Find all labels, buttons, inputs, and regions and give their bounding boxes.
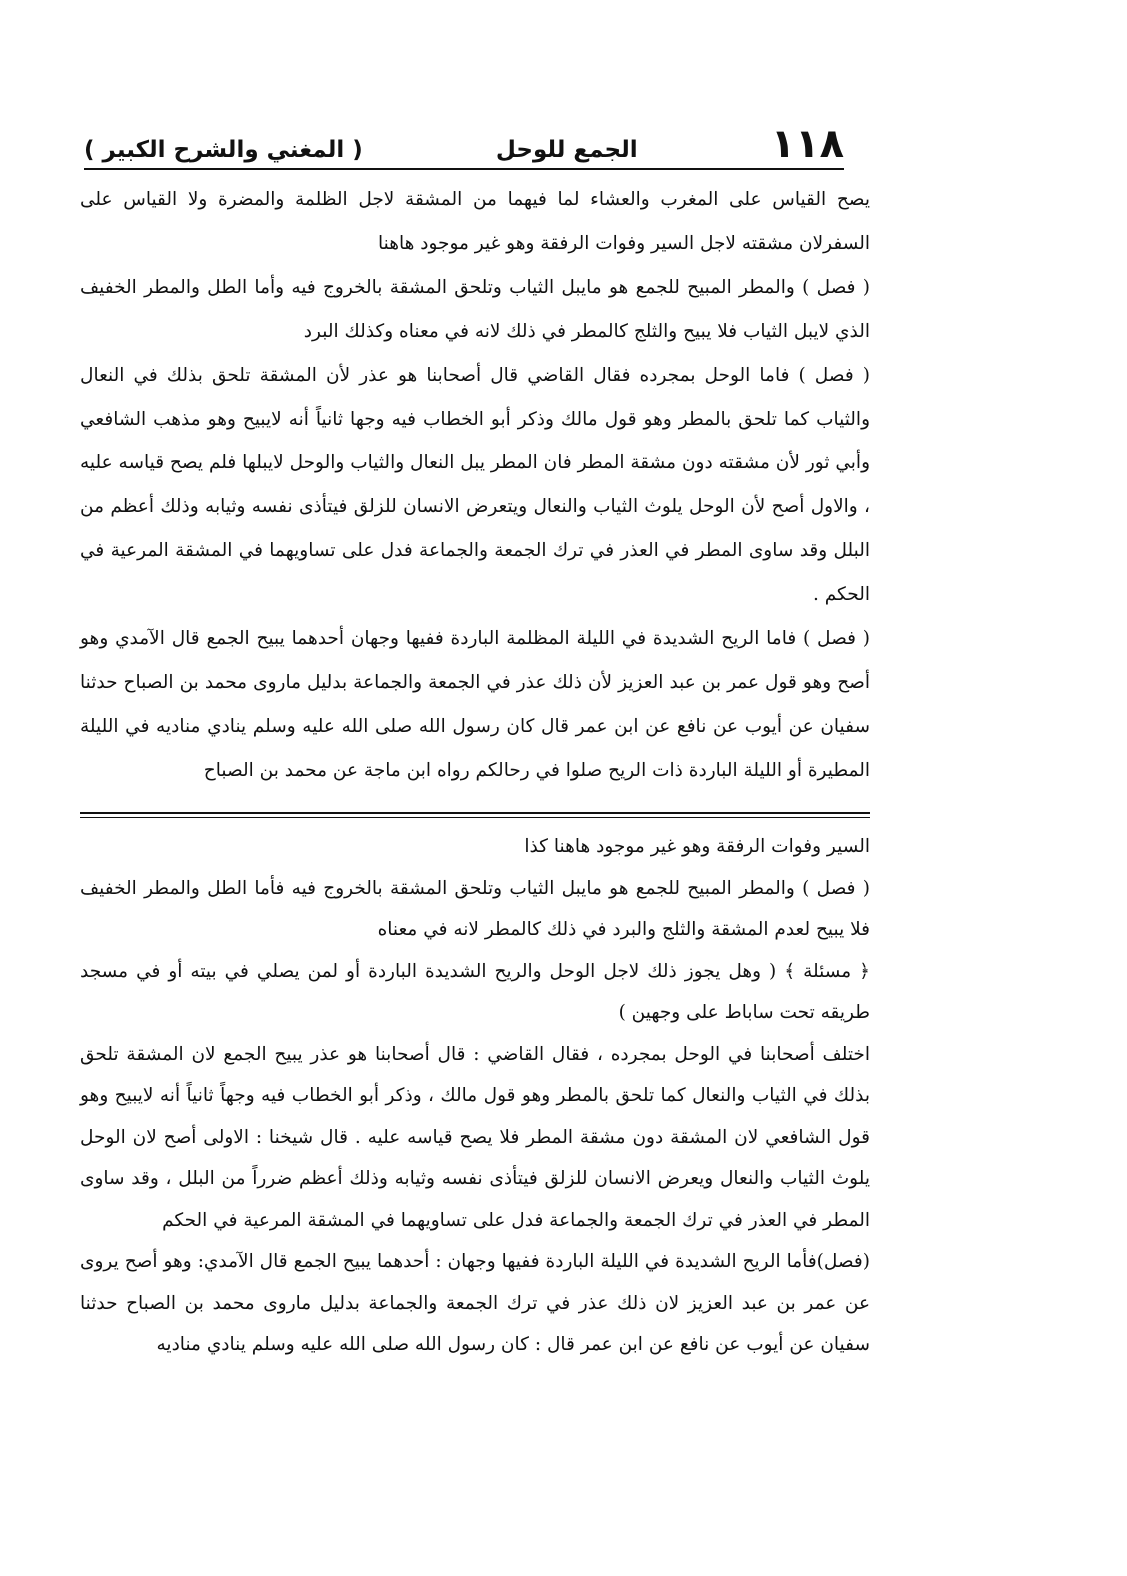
lower-text-block <box>80 826 870 1453</box>
book-source-title: ( المغني والشرح الكبير ) <box>84 137 363 163</box>
section-separator <box>80 812 870 818</box>
upper-paragraph-1: يصح القياس على المغرب والعشاء لما فيهما من المشقة لاجل الظلمة والمضرة ولا القياس على السفرلان مشقته لاجل السير وفوات الرفقة وهو غير موجود هاهنا <box>80 189 870 254</box>
upper-text-block <box>80 178 870 834</box>
page-number: ١١٨ <box>770 121 844 167</box>
header-rule <box>84 168 844 170</box>
lower-paragraph-4: اختلف أصحابنا في الوحل بمجرده ، فقال القاضي : قال أصحابنا هو عذر يبيح الجمع لان المشقة تلحق بذلك في الثياب والنعال كما تلحق بالمطر وهو قول مالك ، وذكر أبو الخطاب فيه وجهاً ثانياً أنه لايبيح وهو قول الشافعي لان المشقة دون مشقة المطر فلا يصح قياسه عليه . قال شيخنا : الاولى أصح لان الوحل يلوث الثياب والنعال ويعرض الانسان للزلق فيتأذى نفسه وثيابه وذلك أعظم ضرراً من البلل ، وقد ساوى المطر في العذر في ترك الجمعة والجماعة فدل على تساويهما في المشقة المرعية في الحكم <box>80 1043 870 1231</box>
section-title: الجمع للوحل <box>495 137 638 163</box>
lower-paragraph-3: ﴿ مسئلة ﴾ ( وهل يجوز ذلك لاجل الوحل والريح الشديدة الباردة أو لمن يصلي في بيته أو في مسجد طريقه تحت ساباط على وجهين ) <box>80 960 870 1023</box>
page-header <box>84 118 844 166</box>
upper-paragraph-3: ( فصل ) فاما الوحل بمجرده فقال القاضي قال أصحابنا هو عذر لأن المشقة تلحق بذلك في النعال والثياب كما تلحق بالمطر وهو قول مالك وذكر أبو الخطاب فيه وجها ثانياً أنه لايبيح وهو مذهب الشافعي وأبي ثور لأن مشقته دون مشقة المطر فان المطر يبل النعال والثياب والوحل لايبلها فلم يصح قياسه عليه ، والاول أصح لأن الوحل يلوث الثياب والنعال ويتعرض الانسان للزلق فيتأذى نفسه وثيابه وذلك أعظم من البلل وقد ساوى المطر في العذر في ترك الجمعة والجماعة فدل على تساويهما في المشقة المرعية في الحكم . <box>80 364 870 606</box>
lower-paragraph-1: السير وفوات الرفقة وهو غير موجود هاهنا كذا <box>524 836 870 857</box>
upper-paragraph-4: ( فصل ) فاما الريح الشديدة في الليلة المظلمة الباردة ففيها وجهان أحدهما يبيح الجمع قال الآمدي وهو أصح وهو قول عمر بن عبد العزيز لأن ذلك عذر في الجمعة والجماعة بدليل ماروى محمد بن الصباح حدثنا سفيان عن أيوب عن نافع عن ابن عمر قال كان رسول الله صلى الله عليه وسلم ينادي مناديه في الليلة المطيرة أو الليلة الباردة ذات الريح صلوا في رحالكم رواه ابن ماجة عن محمد بن الصباح <box>80 628 870 781</box>
upper-paragraph-2: ( فصل ) والمطر المبيح للجمع هو مايبل الثياب وتلحق المشقة بالخروج فيه وأما الطل والمطر الخفيف الذي لايبل الثياب فلا يبيح والثلج كالمطر في ذلك لانه في معناه وكذلك البرد <box>80 276 870 342</box>
lower-paragraph-2: ( فصل ) والمطر المبيح للجمع هو مايبل الثياب وتلحق المشقة بالخروج فيه فأما الطل والمطر الخفيف فلا يبيح لعدم المشقة والثلج والبرد في ذلك كالمطر لانه في معناه <box>80 877 870 940</box>
lower-paragraph-5: (فصل)فأما الريح الشديدة في الليلة الباردة ففيها وجهان : أحدهما يبيح الجمع قال الآمدي: وهو أصح يروى عن عمر بن عبد العزيز لان ذلك عذر في ترك الجمعة والجماعة بدليل ماروى محمد بن الصباح حدثنا سفيان عن أيوب عن نافع عن ابن عمر قال : كان رسول الله صلى الله عليه وسلم ينادي مناديه <box>80 1251 870 1355</box>
